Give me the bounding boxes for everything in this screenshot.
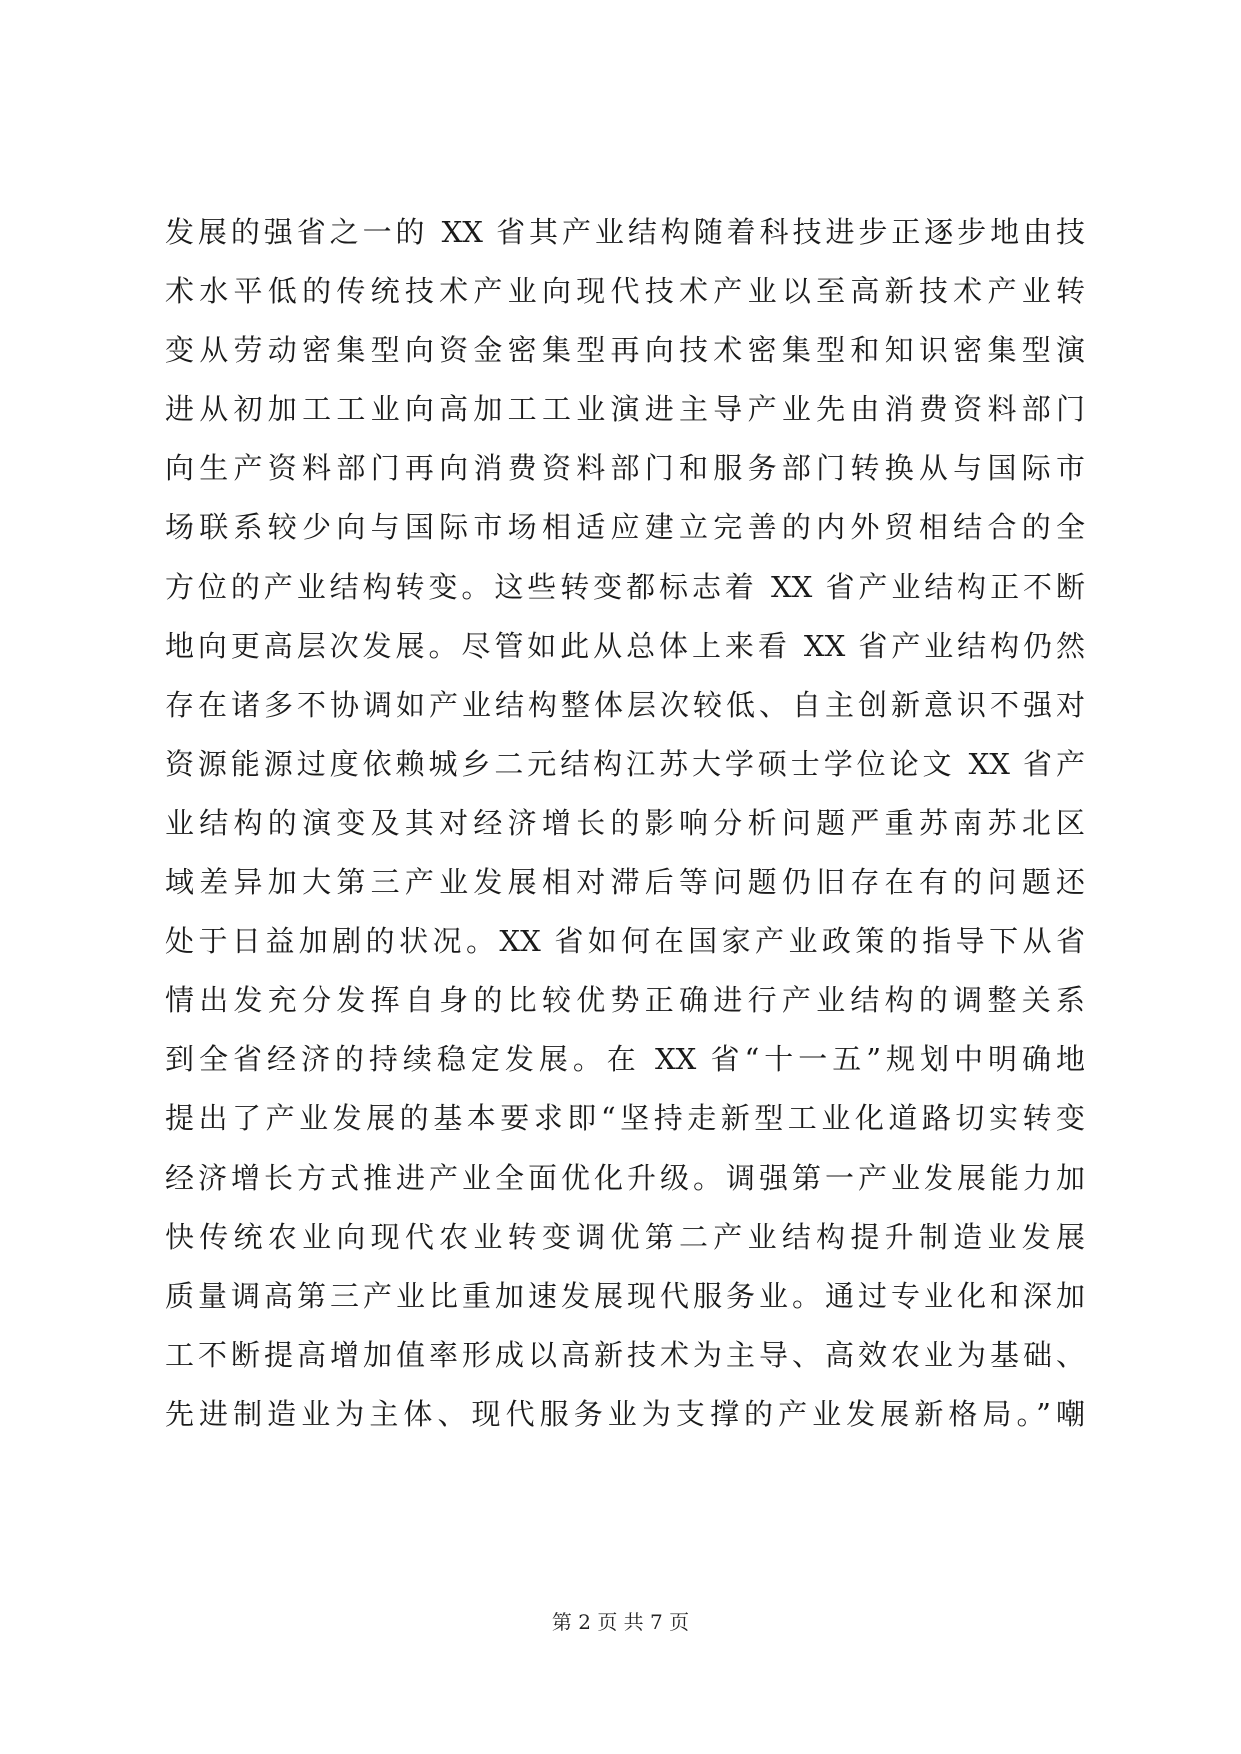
text-line: 质量调高第三产业比重加速发展现代服务业。通过专业化和深加	[165, 1278, 1085, 1313]
text-line: 业结构的演变及其对经济增长的影响分析问题严重苏南苏北区	[165, 805, 1085, 840]
text-line: 到全省经济的持续稳定发展。在 XX 省“十一五”规划中明确地	[165, 1042, 1085, 1077]
text-line: 资源能源过度依赖城乡二元结构江苏大学硕士学位论文 XX 省产	[165, 746, 1085, 781]
text-line: 向生产资料部门再向消费资料部门和服务部门转换从与国际市	[165, 451, 1085, 486]
page-number: 第 2 页 共 7 页	[551, 1610, 690, 1634]
body-text	[165, 203, 1085, 1444]
text-line: 场联系较少向与国际市场相适应建立完善的内外贸相结合的全	[165, 510, 1085, 545]
text-line: 进从初加工工业向高加工工业演进主导产业先由消费资料部门	[165, 392, 1085, 427]
text-line: 存在诸多不协调如产业结构整体层次较低、自主创新意识不强对	[165, 687, 1085, 722]
text-line: 快传统农业向现代农业转变调优第二产业结构提升制造业发展	[165, 1219, 1085, 1254]
text-line: 发展的强省之一的 XX 省其产业结构随着科技进步正逐步地由技	[165, 215, 1085, 249]
text-line: 方位的产业结构转变。这些转变都标志着 XX 省产业结构正不断	[165, 569, 1085, 604]
text-line: 变从劳动密集型向资金密集型再向技术密集型和知识密集型演	[165, 333, 1085, 368]
text-line: 术水平低的传统技术产业向现代技术产业以至高新技术产业转	[165, 274, 1085, 309]
page-footer	[0, 1608, 1241, 1636]
text-line: 情出发充分发挥自身的比较优势正确进行产业结构的调整关系	[165, 983, 1085, 1018]
text-line: 域差异加大第三产业发展相对滞后等问题仍旧存在有的问题还	[165, 865, 1085, 900]
text-line: 先进制造业为主体、现代服务业为支撑的产业发展新格局。”嘲	[165, 1396, 1085, 1431]
text-line: 工不断提高增加值率形成以高新技术为主导、高效农业为基础、	[165, 1337, 1085, 1372]
text-line: 经济增长方式推进产业全面优化升级。调强第一产业发展能力加	[165, 1160, 1085, 1195]
text-line: 提出了产业发展的基本要求即“坚持走新型工业化道路切实转变	[165, 1101, 1085, 1136]
text-line: 处于日益加剧的状况。XX 省如何在国家产业政策的指导下从省	[165, 924, 1085, 959]
text-line: 地向更高层次发展。尽管如此从总体上来看 XX 省产业结构仍然	[165, 628, 1085, 663]
